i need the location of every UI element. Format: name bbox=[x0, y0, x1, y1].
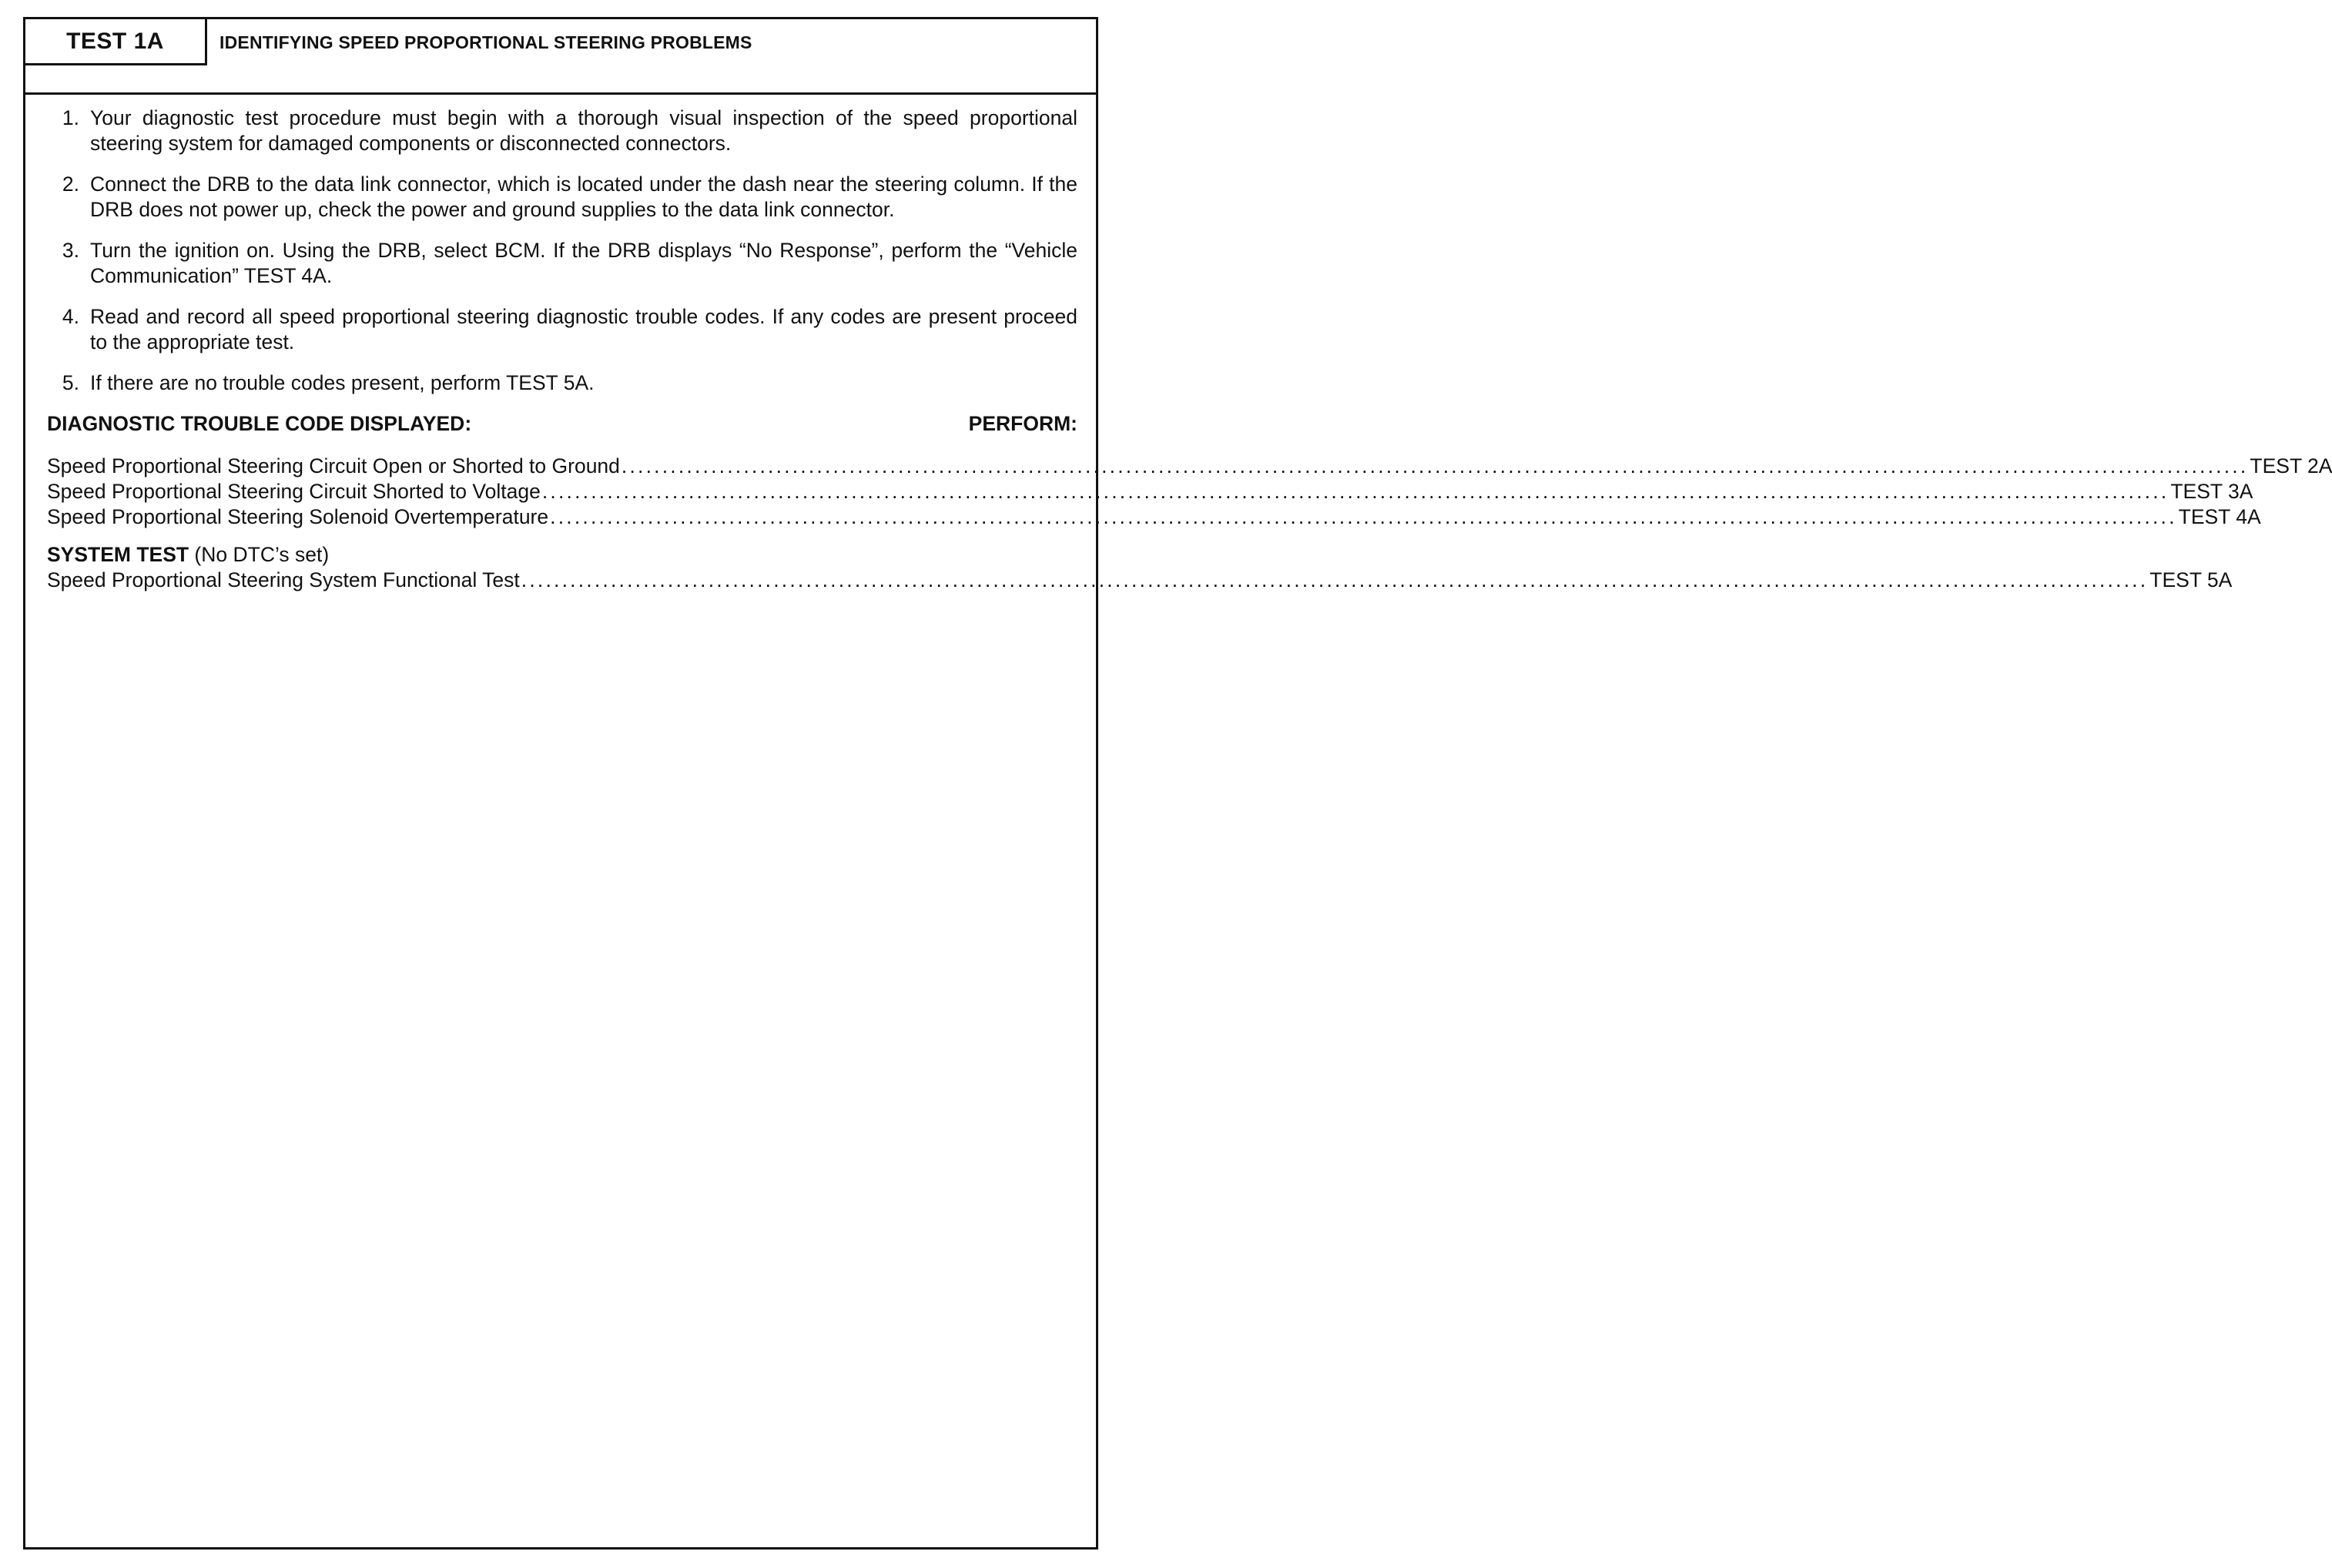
header-band bbox=[25, 19, 1096, 95]
procedure-step bbox=[47, 106, 1077, 156]
procedure-steps bbox=[47, 106, 1077, 396]
dtc-test-reference: TEST 3A bbox=[2170, 480, 2253, 503]
dot-leader: ........................................................................................................................................................................................................ bbox=[521, 568, 2149, 591]
dtc-row bbox=[47, 454, 2332, 479]
system-test-row bbox=[47, 568, 2233, 593]
dot-leader: ........................................................................................................................................................................................................ bbox=[550, 505, 2177, 528]
document-body bbox=[47, 106, 2332, 593]
step-text: Your diagnostic test procedure must begin with a thorough visual inspection of the speed proportional steering system for damaged components or disconnected connectors. bbox=[90, 106, 1077, 155]
step-number: 3. bbox=[62, 239, 79, 262]
procedure-step bbox=[47, 172, 1077, 223]
procedure-step bbox=[47, 370, 1077, 396]
system-test-description: Speed Proportional Steering System Functional Test bbox=[47, 568, 520, 591]
procedure-step bbox=[47, 304, 1077, 355]
dtc-test-reference: TEST 4A bbox=[2178, 505, 2261, 528]
dtc-table-header bbox=[47, 411, 1077, 437]
step-number: 2. bbox=[62, 173, 79, 196]
dot-leader: ........................................................................................................................................................................................................ bbox=[541, 480, 2169, 503]
system-test-heading bbox=[47, 542, 1077, 568]
step-number: 5. bbox=[62, 371, 79, 394]
document-frame bbox=[23, 17, 2332, 1550]
step-text: Turn the ignition on. Using the DRB, select BCM. If the DRB displays “No Response”, perform the “Vehicle Communication” TEST 4A. bbox=[90, 239, 1077, 287]
step-text: Connect the DRB to the data link connector, which is located under the dash near the steering column. If the DRB does not power up, check the power and ground supplies to the data link connector. bbox=[90, 173, 1077, 221]
dtc-row bbox=[47, 504, 2261, 530]
dtc-description: Speed Proportional Steering Circuit Shorted to Voltage bbox=[47, 480, 541, 503]
step-text: If there are no trouble codes present, perform TEST 5A. bbox=[90, 371, 595, 394]
dtc-description: Speed Proportional Steering Solenoid Overtemperature bbox=[47, 505, 549, 528]
system-test-heading-note: (No DTC’s set) bbox=[189, 543, 330, 566]
dtc-description: Speed Proportional Steering Circuit Open or Shorted to Ground bbox=[47, 454, 620, 477]
system-test-heading-bold: SYSTEM TEST bbox=[47, 543, 189, 566]
procedure-step bbox=[47, 238, 1077, 289]
perform-column-heading: PERFORM: bbox=[968, 412, 1077, 435]
step-number: 1. bbox=[62, 106, 79, 129]
page-title: IDENTIFYING SPEED PROPORTIONAL STEERING PROBLEMS bbox=[219, 32, 752, 52]
system-test-reference: TEST 5A bbox=[2149, 568, 2233, 591]
dtc-test-reference: TEST 2A bbox=[2250, 454, 2332, 477]
step-text: Read and record all speed proportional steering diagnostic trouble codes. If any codes are present proceed to the appropriate test. bbox=[90, 305, 1077, 353]
dot-leader: ........................................................................................................................................................................................................ bbox=[621, 454, 2249, 477]
test-id-label: TEST 1A bbox=[25, 19, 207, 65]
dtc-row bbox=[47, 479, 2253, 504]
step-number: 4. bbox=[62, 305, 79, 328]
dtc-column-heading: DIAGNOSTIC TROUBLE CODE DISPLAYED: bbox=[47, 412, 472, 435]
